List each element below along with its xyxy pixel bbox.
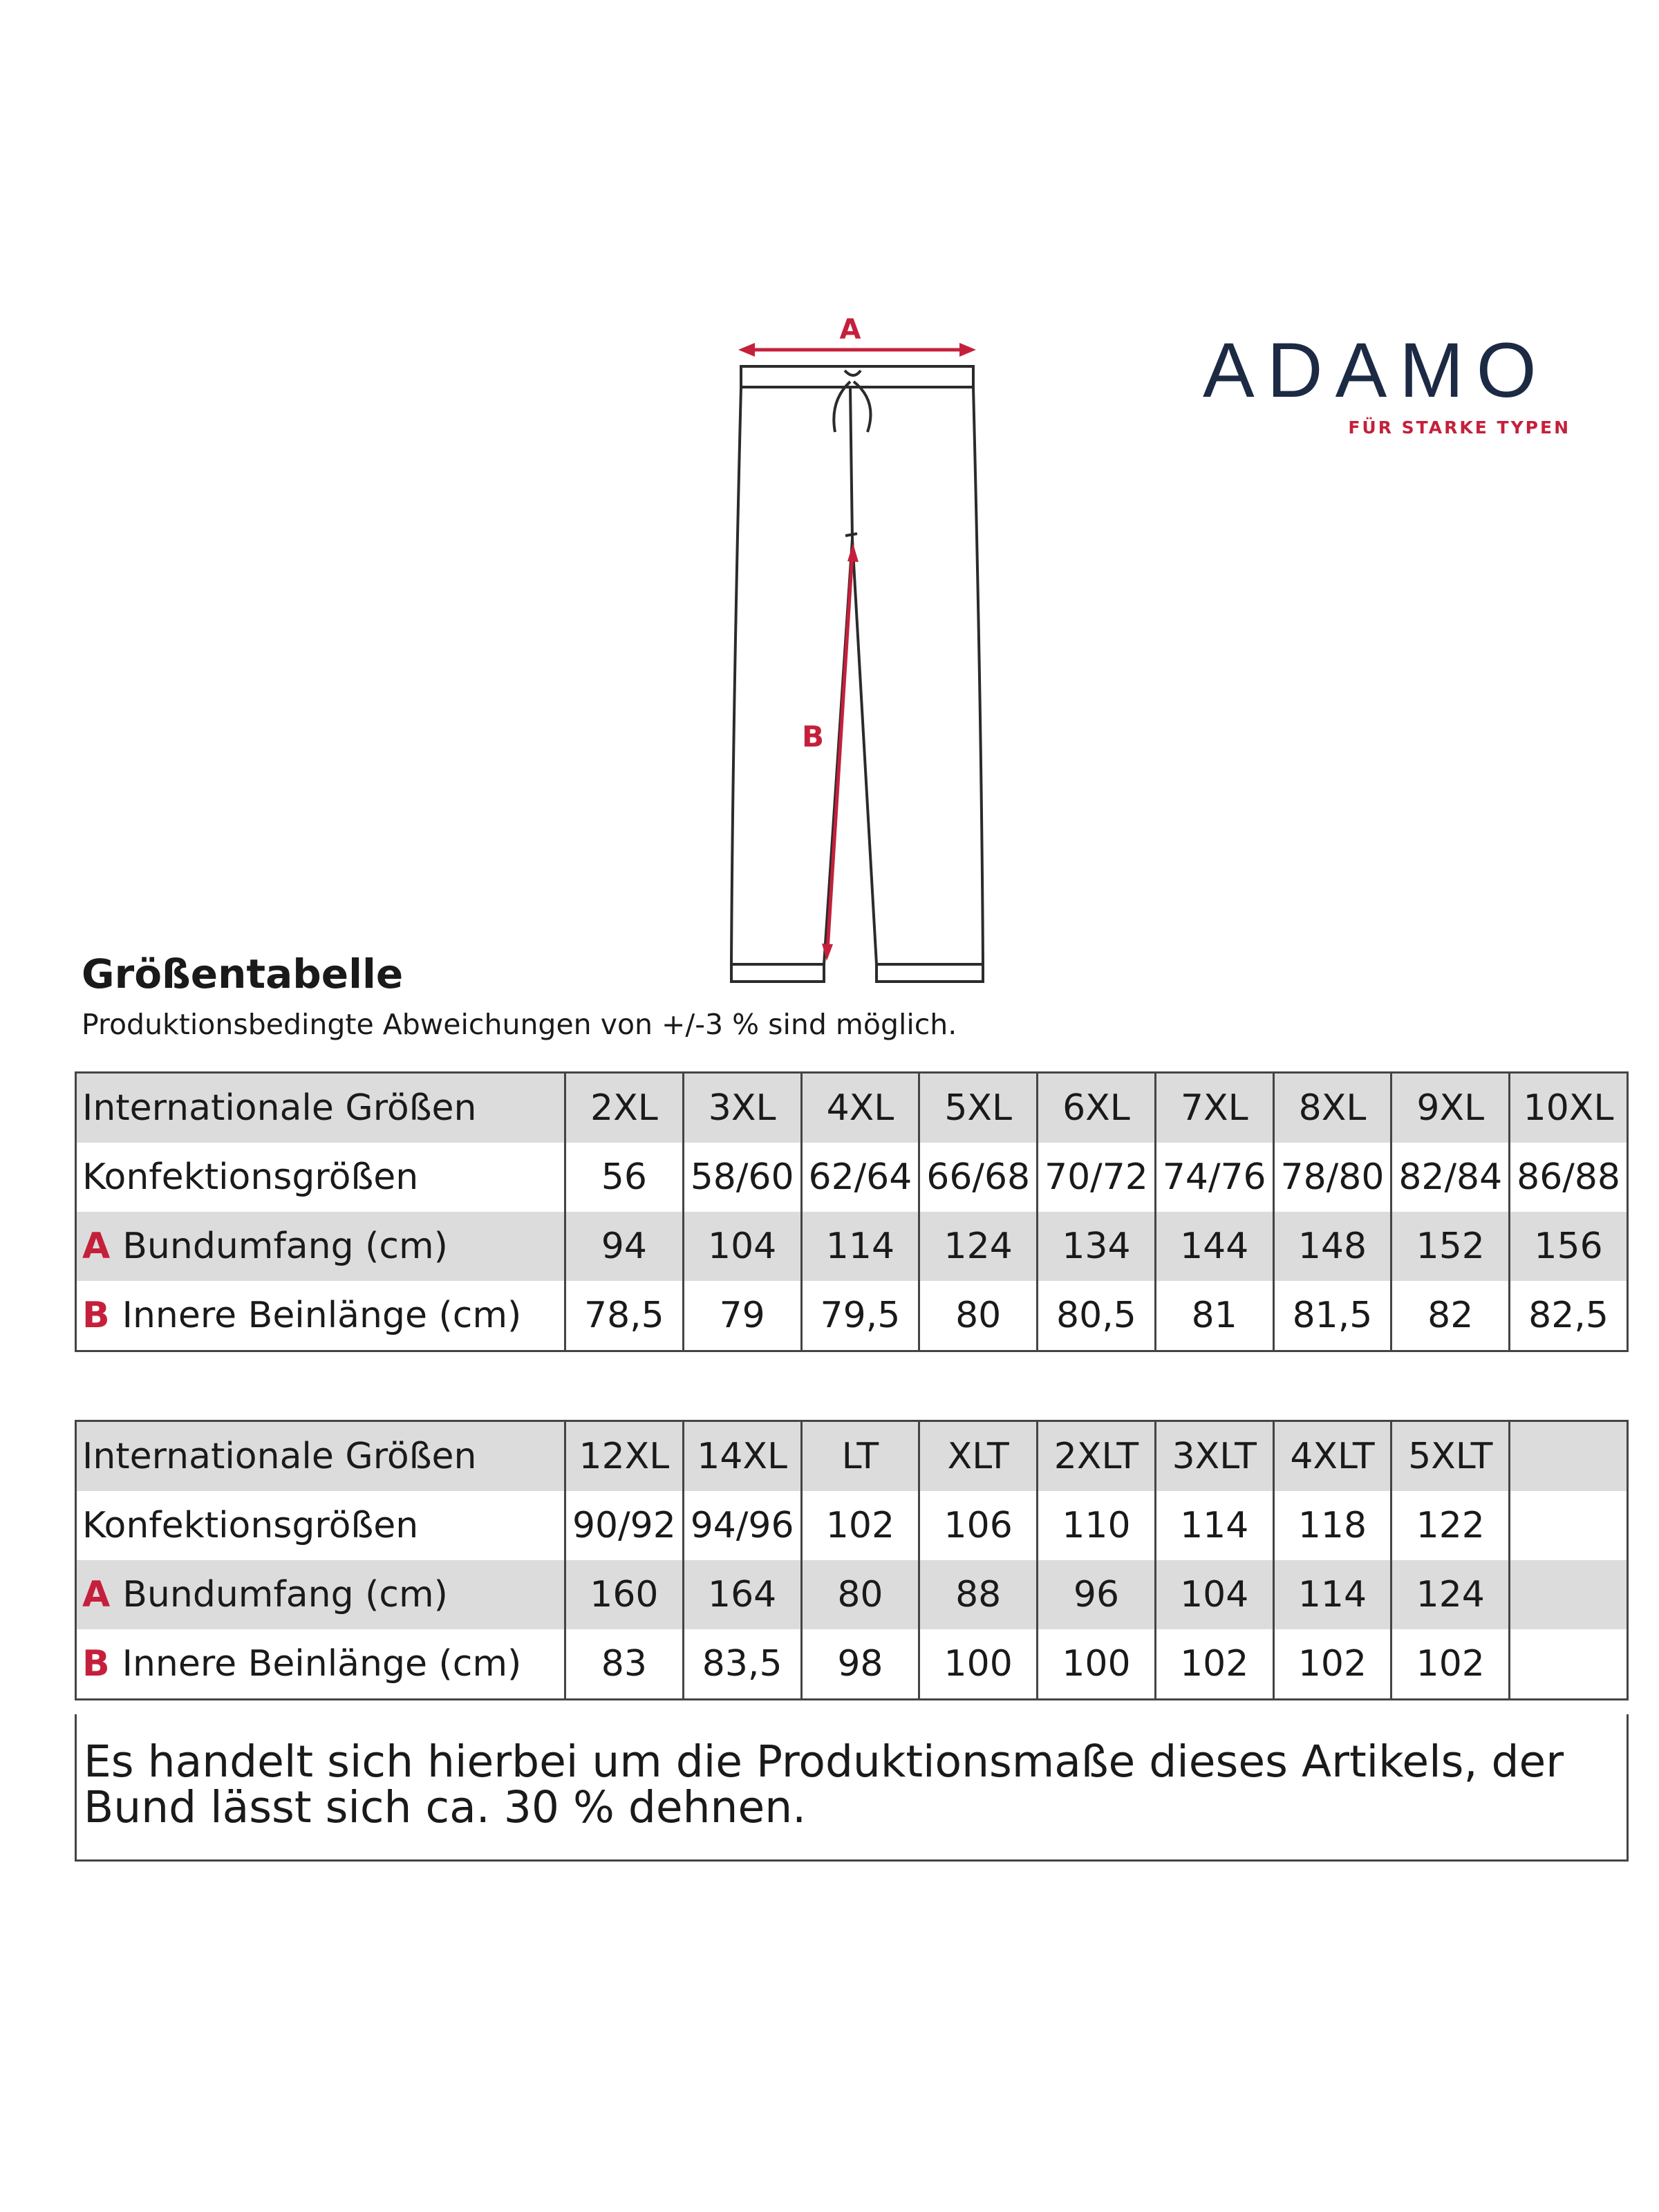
row-label	[76, 1560, 565, 1629]
table-cell: 110	[1038, 1491, 1156, 1560]
table-cell: 100	[1038, 1629, 1156, 1700]
row-label-text: Internationale Größen	[82, 1087, 477, 1129]
table-row	[76, 1560, 1628, 1629]
table-cell: 70/72	[1038, 1143, 1156, 1212]
table-cell: 79,5	[801, 1281, 919, 1351]
table-cell: 2XL	[565, 1073, 684, 1143]
row-label-text: Bundumfang (cm)	[122, 1574, 448, 1615]
table-row	[76, 1212, 1628, 1281]
table-cell: 66/68	[919, 1143, 1038, 1212]
table-cell: XLT	[919, 1421, 1038, 1492]
table-cell: 122	[1391, 1491, 1510, 1560]
measure-marker: A	[82, 1226, 111, 1267]
row-label-text: Konfektionsgrößen	[82, 1505, 419, 1546]
row-label-text: Internationale Größen	[82, 1436, 477, 1477]
table-cell: 12XL	[565, 1421, 684, 1492]
table-cell: 100	[919, 1629, 1038, 1700]
table-cell: 134	[1038, 1212, 1156, 1281]
table-cell: 104	[1155, 1560, 1273, 1629]
table-cell: 102	[801, 1491, 919, 1560]
table-cell: 94	[565, 1212, 684, 1281]
table-cell: 152	[1391, 1212, 1510, 1281]
brand-logo	[1203, 327, 1576, 438]
table-cell: 106	[919, 1491, 1038, 1560]
row-label	[76, 1491, 565, 1560]
table-cell: 160	[565, 1560, 684, 1629]
size-table-1	[75, 1071, 1629, 1352]
table-cell: 3XLT	[1155, 1421, 1273, 1492]
measure-marker: A	[82, 1574, 111, 1615]
table-cell: 164	[683, 1560, 801, 1629]
table-cell: 80	[801, 1560, 919, 1629]
table-cell: 7XL	[1155, 1073, 1273, 1143]
measure-marker: B	[82, 1643, 110, 1685]
row-label	[76, 1629, 565, 1700]
table-cell: 86/88	[1510, 1143, 1628, 1212]
table-cell: 98	[801, 1629, 919, 1700]
table-cell: 148	[1273, 1212, 1391, 1281]
table-row	[76, 1629, 1628, 1700]
table-row	[76, 1281, 1628, 1351]
table-cell: 78,5	[565, 1281, 684, 1351]
table-cell: 4XLT	[1273, 1421, 1391, 1492]
table-cell: 144	[1155, 1212, 1273, 1281]
row-label-text: Innere Beinlänge (cm)	[122, 1643, 522, 1685]
table-cell	[1510, 1629, 1628, 1700]
table-cell: 102	[1155, 1629, 1273, 1700]
row-label	[76, 1073, 565, 1143]
table-cell: 83	[565, 1629, 684, 1700]
table-cell: 88	[919, 1560, 1038, 1629]
production-note: Es handelt sich hierbei um die Produktionsmaße dieses Artikels, der Bund lässt sich ca. 30 % dehnen.	[75, 1714, 1629, 1862]
table-cell: 62/64	[801, 1143, 919, 1212]
subtitle: Produktionsbedingte Abweichungen von +/-3 % sind möglich.	[82, 1008, 957, 1041]
measure-marker: B	[82, 1295, 110, 1336]
table-cell	[1510, 1491, 1628, 1560]
table-cell: 114	[1155, 1491, 1273, 1560]
table-cell: 80	[919, 1281, 1038, 1351]
row-label-text: Bundumfang (cm)	[122, 1226, 448, 1267]
table-cell: 124	[1391, 1560, 1510, 1629]
table-cell: 90/92	[565, 1491, 684, 1560]
table-cell: 56	[565, 1143, 684, 1212]
table-cell: 114	[1273, 1560, 1391, 1629]
row-label-text: Innere Beinlänge (cm)	[122, 1295, 522, 1336]
row-label-text: Konfektionsgrößen	[82, 1156, 419, 1198]
table-cell: 14XL	[683, 1421, 801, 1492]
table-cell	[1510, 1560, 1628, 1629]
table-cell: 82/84	[1391, 1143, 1510, 1212]
pants-outline	[731, 366, 983, 982]
table-cell: 96	[1038, 1560, 1156, 1629]
table-cell: 118	[1273, 1491, 1391, 1560]
table-cell: LT	[801, 1421, 919, 1492]
table-cell: 5XL	[919, 1073, 1038, 1143]
table-cell: 8XL	[1273, 1073, 1391, 1143]
table-cell: 6XL	[1038, 1073, 1156, 1143]
table-cell: 102	[1391, 1629, 1510, 1700]
table-row	[76, 1073, 1628, 1143]
table-cell: 58/60	[683, 1143, 801, 1212]
size-table-2	[75, 1420, 1629, 1700]
table-cell: 81,5	[1273, 1281, 1391, 1351]
row-label	[76, 1143, 565, 1212]
table-cell: 78/80	[1273, 1143, 1391, 1212]
table-cell: 79	[683, 1281, 801, 1351]
table-cell	[1510, 1421, 1628, 1492]
page-title: Größentabelle	[82, 950, 404, 997]
table-cell: 83,5	[683, 1629, 801, 1700]
table-cell: 94/96	[683, 1491, 801, 1560]
table-cell: 82,5	[1510, 1281, 1628, 1351]
label-b: B	[801, 720, 825, 753]
table-cell: 4XL	[801, 1073, 919, 1143]
table-cell: 114	[801, 1212, 919, 1281]
table-cell: 3XL	[683, 1073, 801, 1143]
label-a: A	[839, 314, 861, 346]
table-row	[76, 1421, 1628, 1492]
table-cell: 81	[1155, 1281, 1273, 1351]
table-cell: 82	[1391, 1281, 1510, 1351]
table-cell: 156	[1510, 1212, 1628, 1281]
table-cell: 102	[1273, 1629, 1391, 1700]
table-cell: 2XLT	[1038, 1421, 1156, 1492]
logo-tagline: FÜR STARKE TYPEN	[1348, 418, 1571, 438]
table-row	[76, 1143, 1628, 1212]
logo-wordmark: ADAMO	[1203, 327, 1549, 413]
table-cell: 80,5	[1038, 1281, 1156, 1351]
table-row	[76, 1491, 1628, 1560]
table-cell: 124	[919, 1212, 1038, 1281]
row-label	[76, 1281, 565, 1351]
table-cell: 10XL	[1510, 1073, 1628, 1143]
table-cell: 104	[683, 1212, 801, 1281]
row-label	[76, 1421, 565, 1492]
table-cell: 74/76	[1155, 1143, 1273, 1212]
table-cell: 9XL	[1391, 1073, 1510, 1143]
table-cell: 5XLT	[1391, 1421, 1510, 1492]
pants-measurement-diagram	[712, 304, 1002, 1002]
row-label	[76, 1212, 565, 1281]
